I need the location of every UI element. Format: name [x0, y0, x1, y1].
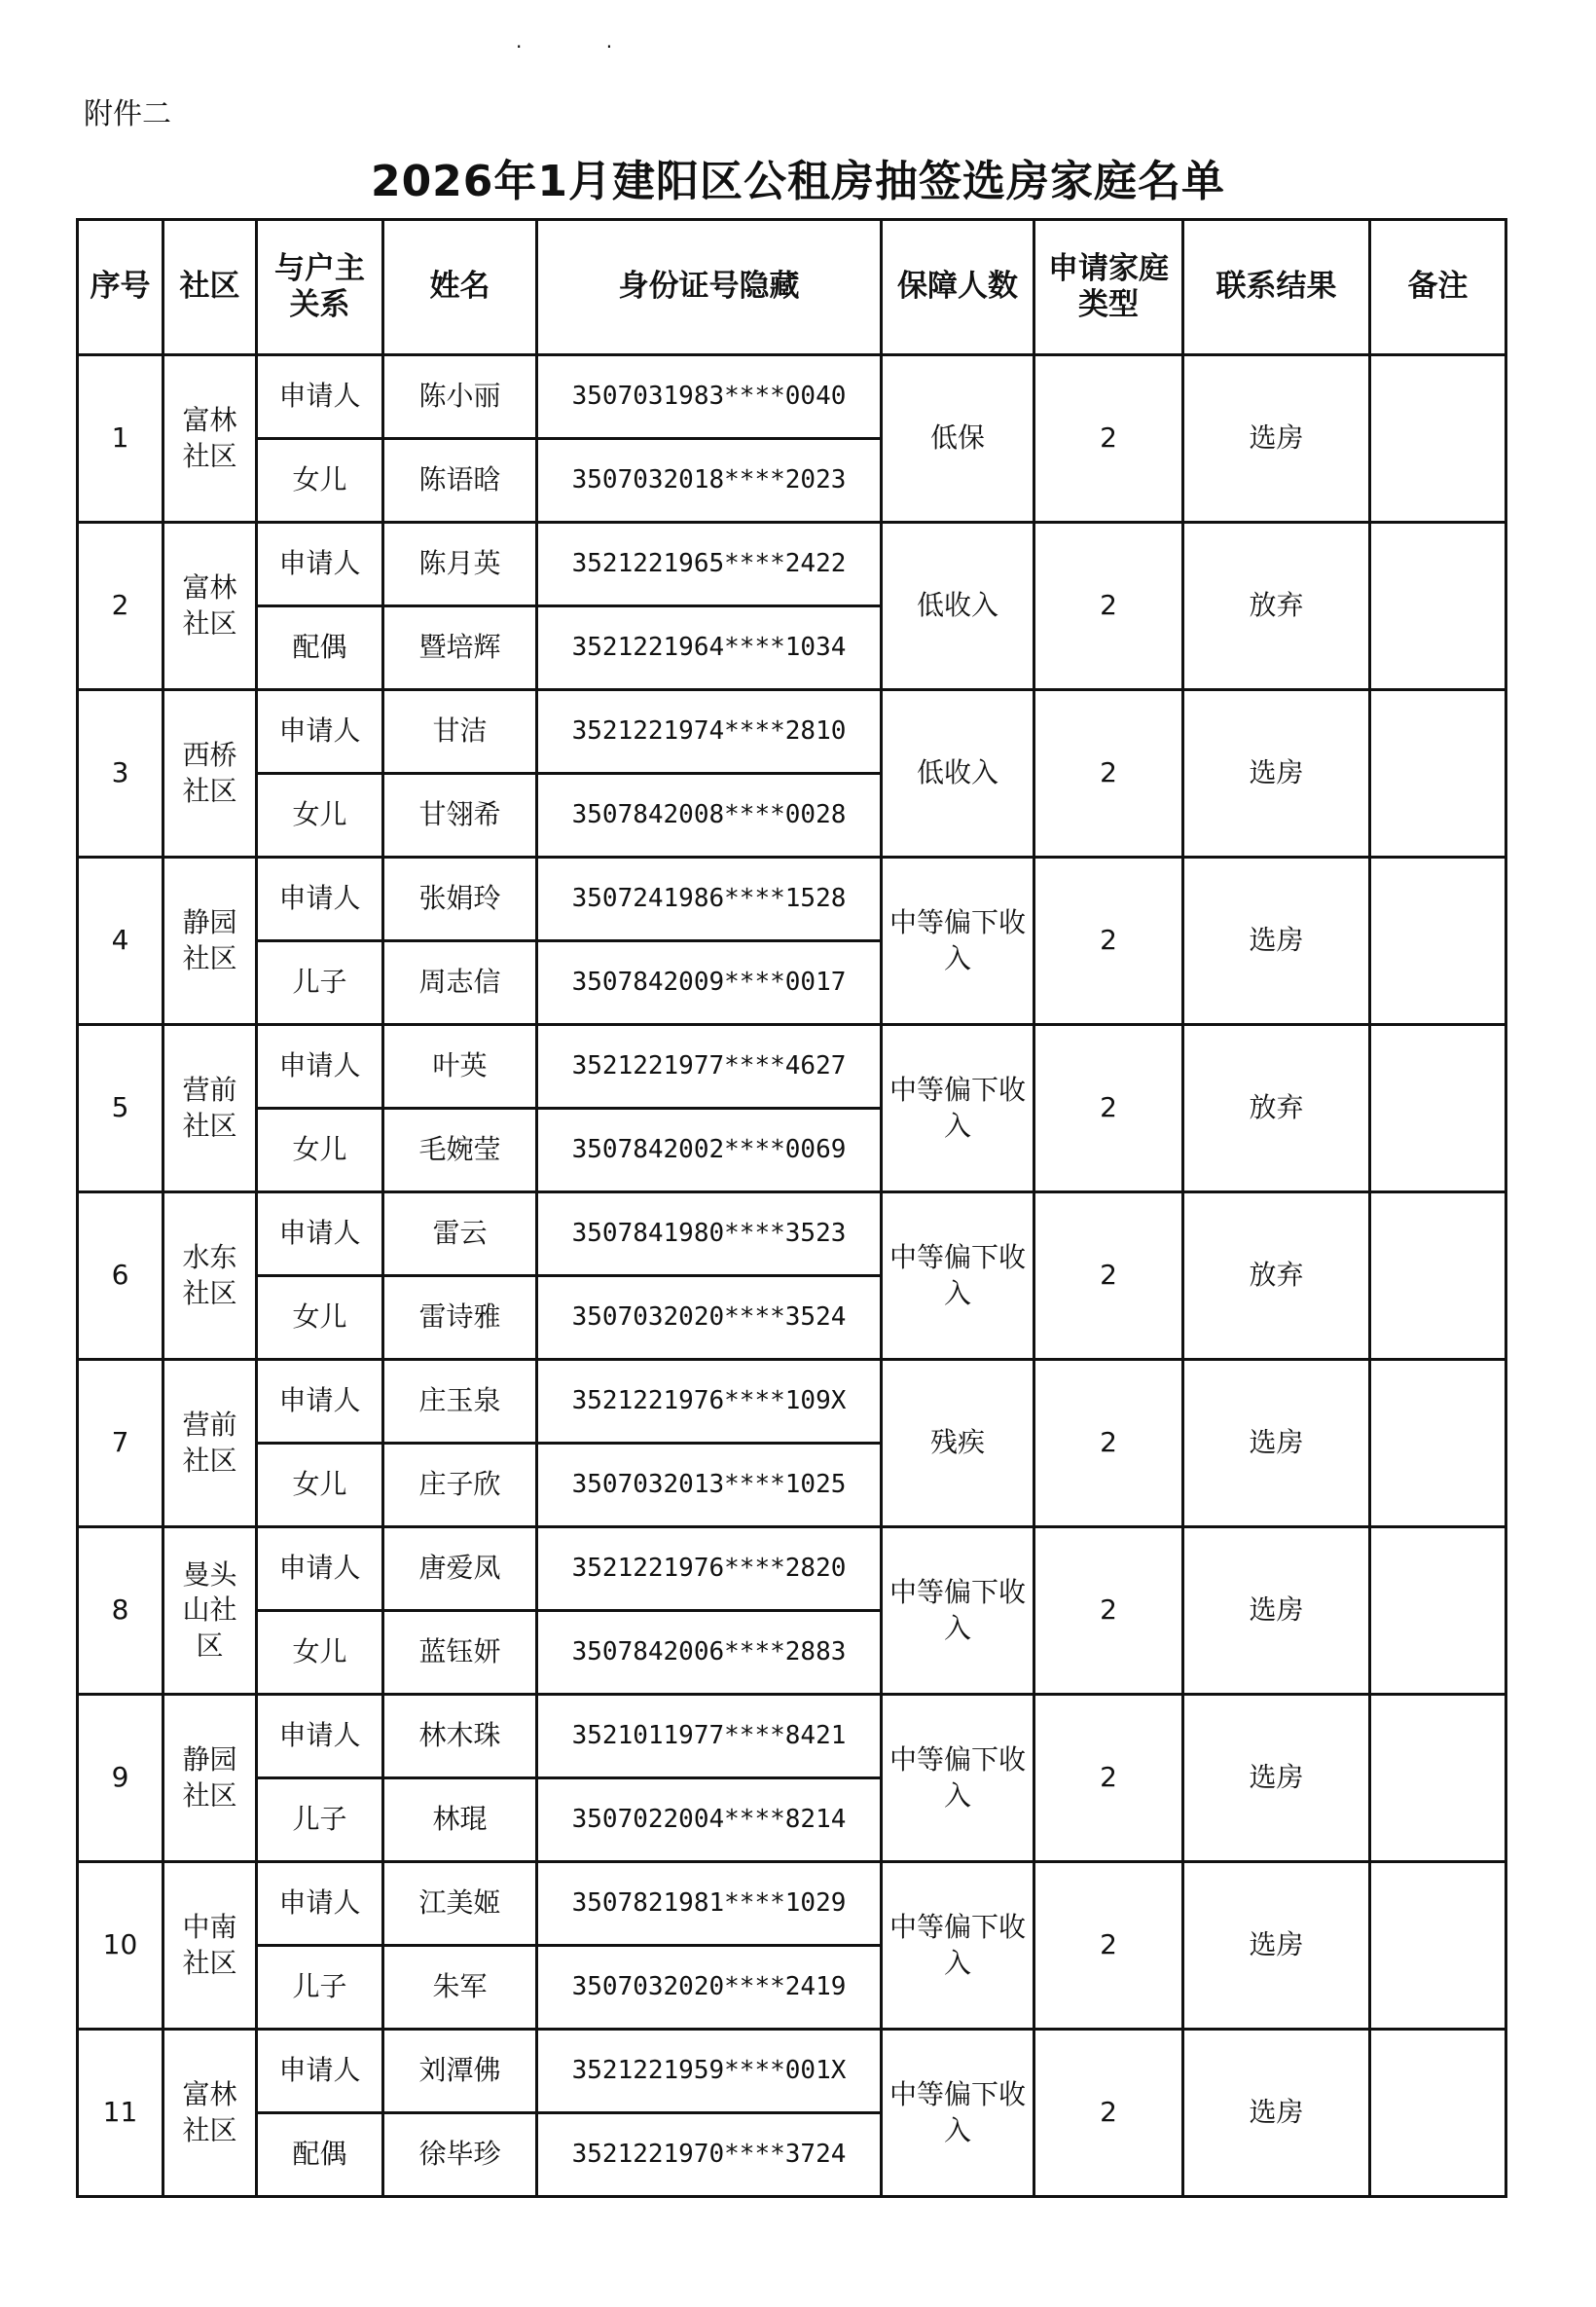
security-type-cell: 中等偏下收入 [882, 1192, 1034, 1360]
community-cell: 西桥社区 [163, 690, 257, 858]
header-seq: 序号 [78, 220, 163, 355]
id-cell: 3507031983****0040 [537, 355, 882, 439]
table-row [78, 1025, 1506, 1109]
id-cell: 3507032020****3524 [537, 1276, 882, 1360]
id-cell: 3507022004****8214 [537, 1778, 882, 1862]
name-cell: 林琨 [383, 1778, 537, 1862]
seq-cell: 1 [78, 355, 163, 523]
family-count-cell: 2 [1034, 690, 1183, 858]
table-row [78, 1360, 1506, 1444]
table-row [78, 355, 1506, 439]
name-cell: 雷诗雅 [383, 1276, 537, 1360]
remark-cell [1370, 1695, 1506, 1862]
relation-cell: 申请人 [257, 858, 383, 941]
id-cell: 3521221964****1034 [537, 606, 882, 690]
header-family-type: 申请家庭类型 [1034, 220, 1183, 355]
id-cell: 3521011977****8421 [537, 1695, 882, 1778]
header-id: 身份证号隐藏 [537, 220, 882, 355]
name-cell: 唐爱凤 [383, 1527, 537, 1611]
family-count-cell: 2 [1034, 1192, 1183, 1360]
community-cell: 水东社区 [163, 1192, 257, 1360]
remark-cell [1370, 1527, 1506, 1695]
relation-cell: 儿子 [257, 1946, 383, 2030]
table-row [78, 1862, 1506, 1946]
header-relation: 与户主关系 [257, 220, 383, 355]
seq-cell: 11 [78, 2030, 163, 2197]
community-cell: 中南社区 [163, 1862, 257, 2030]
contact-result-cell: 选房 [1183, 1695, 1370, 1862]
seq-cell: 6 [78, 1192, 163, 1360]
table-row [78, 523, 1506, 606]
family-count-cell: 2 [1034, 1527, 1183, 1695]
security-type-cell: 低收入 [882, 523, 1034, 690]
name-cell: 雷云 [383, 1192, 537, 1276]
header-remark: 备注 [1370, 220, 1506, 355]
contact-result-cell: 选房 [1183, 355, 1370, 523]
relation-cell: 申请人 [257, 690, 383, 774]
id-cell: 3521221977****4627 [537, 1025, 882, 1109]
table-row [78, 2030, 1506, 2113]
family-count-cell: 2 [1034, 1025, 1183, 1192]
header-community: 社区 [163, 220, 257, 355]
family-count-cell: 2 [1034, 1862, 1183, 2030]
contact-result-cell: 放弃 [1183, 523, 1370, 690]
security-type-cell: 残疾 [882, 1360, 1034, 1527]
family-count-cell: 2 [1034, 523, 1183, 690]
contact-result-cell: 选房 [1183, 1527, 1370, 1695]
remark-cell [1370, 1025, 1506, 1192]
id-cell: 3507241986****1528 [537, 858, 882, 941]
name-cell: 陈小丽 [383, 355, 537, 439]
relation-cell: 申请人 [257, 1192, 383, 1276]
id-cell: 3507032018****2023 [537, 439, 882, 523]
relation-cell: 女儿 [257, 1611, 383, 1695]
table-row [78, 1695, 1506, 1778]
security-type-cell: 中等偏下收入 [882, 1695, 1034, 1862]
remark-cell [1370, 1862, 1506, 2030]
community-cell: 富林社区 [163, 355, 257, 523]
contact-result-cell: 选房 [1183, 858, 1370, 1025]
table-row [78, 858, 1506, 941]
family-count-cell: 2 [1034, 2030, 1183, 2197]
table-row [78, 1527, 1506, 1611]
seq-cell: 4 [78, 858, 163, 1025]
header-name: 姓名 [383, 220, 537, 355]
relation-cell: 申请人 [257, 1527, 383, 1611]
relation-cell: 女儿 [257, 1276, 383, 1360]
relation-cell: 申请人 [257, 1862, 383, 1946]
name-cell: 蓝钰妍 [383, 1611, 537, 1695]
name-cell: 刘潭佛 [383, 2030, 537, 2113]
remark-cell [1370, 858, 1506, 1025]
seq-cell: 2 [78, 523, 163, 690]
id-cell: 3521221965****2422 [537, 523, 882, 606]
seq-cell: 10 [78, 1862, 163, 2030]
community-cell: 富林社区 [163, 523, 257, 690]
relation-cell: 儿子 [257, 1778, 383, 1862]
name-cell: 江美姬 [383, 1862, 537, 1946]
remark-cell [1370, 1192, 1506, 1360]
relation-cell: 申请人 [257, 355, 383, 439]
name-cell: 林木珠 [383, 1695, 537, 1778]
family-list-table [76, 218, 1507, 2198]
name-cell: 暨培辉 [383, 606, 537, 690]
security-type-cell: 中等偏下收入 [882, 2030, 1034, 2197]
id-cell: 3507821981****1029 [537, 1862, 882, 1946]
id-cell: 3521221976****109X [537, 1360, 882, 1444]
community-cell: 营前社区 [163, 1360, 257, 1527]
security-type-cell: 中等偏下收入 [882, 1527, 1034, 1695]
id-cell: 3507842009****0017 [537, 941, 882, 1025]
remark-cell [1370, 690, 1506, 858]
community-cell: 曼头山社区 [163, 1527, 257, 1695]
name-cell: 陈月英 [383, 523, 537, 606]
id-cell: 3507842008****0028 [537, 774, 882, 858]
seq-cell: 9 [78, 1695, 163, 1862]
contact-result-cell: 放弃 [1183, 1025, 1370, 1192]
relation-cell: 女儿 [257, 1109, 383, 1192]
relation-cell: 配偶 [257, 2113, 383, 2197]
relation-cell: 申请人 [257, 1025, 383, 1109]
relation-cell: 女儿 [257, 439, 383, 523]
seq-cell: 8 [78, 1527, 163, 1695]
name-cell: 叶英 [383, 1025, 537, 1109]
seq-cell: 5 [78, 1025, 163, 1192]
seq-cell: 7 [78, 1360, 163, 1527]
name-cell: 徐毕珍 [383, 2113, 537, 2197]
contact-result-cell: 放弃 [1183, 1192, 1370, 1360]
family-count-cell: 2 [1034, 355, 1183, 523]
family-count-cell: 2 [1034, 1360, 1183, 1527]
id-cell: 3521221959****001X [537, 2030, 882, 2113]
remark-cell [1370, 2030, 1506, 2197]
id-cell: 3521221970****3724 [537, 2113, 882, 2197]
contact-result-cell: 选房 [1183, 2030, 1370, 2197]
header-security-type: 保障人数 [882, 220, 1034, 355]
id-cell: 3521221976****2820 [537, 1527, 882, 1611]
header-contact-result: 联系结果 [1183, 220, 1370, 355]
seq-cell: 3 [78, 690, 163, 858]
community-cell: 富林社区 [163, 2030, 257, 2197]
name-cell: 陈语晗 [383, 439, 537, 523]
scan-marks: · · [516, 35, 652, 58]
header-row [78, 220, 1506, 355]
name-cell: 毛婉莹 [383, 1109, 537, 1192]
id-cell: 3507032020****2419 [537, 1946, 882, 2030]
table-row [78, 1192, 1506, 1276]
name-cell: 张娟玲 [383, 858, 537, 941]
relation-cell: 女儿 [257, 1444, 383, 1527]
security-type-cell: 中等偏下收入 [882, 1862, 1034, 2030]
remark-cell [1370, 355, 1506, 523]
security-type-cell: 中等偏下收入 [882, 858, 1034, 1025]
relation-cell: 儿子 [257, 941, 383, 1025]
relation-cell: 申请人 [257, 1695, 383, 1778]
security-type-cell: 低保 [882, 355, 1034, 523]
remark-cell [1370, 523, 1506, 690]
name-cell: 庄玉泉 [383, 1360, 537, 1444]
community-cell: 静园社区 [163, 1695, 257, 1862]
relation-cell: 配偶 [257, 606, 383, 690]
name-cell: 甘洁 [383, 690, 537, 774]
relation-cell: 申请人 [257, 1360, 383, 1444]
relation-cell: 申请人 [257, 2030, 383, 2113]
community-cell: 静园社区 [163, 858, 257, 1025]
id-cell: 3507841980****3523 [537, 1192, 882, 1276]
family-count-cell: 2 [1034, 1695, 1183, 1862]
table-row [78, 690, 1506, 774]
contact-result-cell: 选房 [1183, 1360, 1370, 1527]
page-title: 2026年1月建阳区公租房抽签选房家庭名单 [370, 157, 1226, 206]
relation-cell: 申请人 [257, 523, 383, 606]
contact-result-cell: 选房 [1183, 690, 1370, 858]
remark-cell [1370, 1360, 1506, 1527]
id-cell: 3507842006****2883 [537, 1611, 882, 1695]
id-cell: 3521221974****2810 [537, 690, 882, 774]
community-cell: 营前社区 [163, 1025, 257, 1192]
name-cell: 朱军 [383, 1946, 537, 2030]
name-cell: 周志信 [383, 941, 537, 1025]
relation-cell: 女儿 [257, 774, 383, 858]
id-cell: 3507842002****0069 [537, 1109, 882, 1192]
family-count-cell: 2 [1034, 858, 1183, 1025]
attachment-label: 附件二 [84, 97, 171, 131]
name-cell: 甘翎希 [383, 774, 537, 858]
name-cell: 庄子欣 [383, 1444, 537, 1527]
contact-result-cell: 选房 [1183, 1862, 1370, 2030]
security-type-cell: 中等偏下收入 [882, 1025, 1034, 1192]
security-type-cell: 低收入 [882, 690, 1034, 858]
id-cell: 3507032013****1025 [537, 1444, 882, 1527]
